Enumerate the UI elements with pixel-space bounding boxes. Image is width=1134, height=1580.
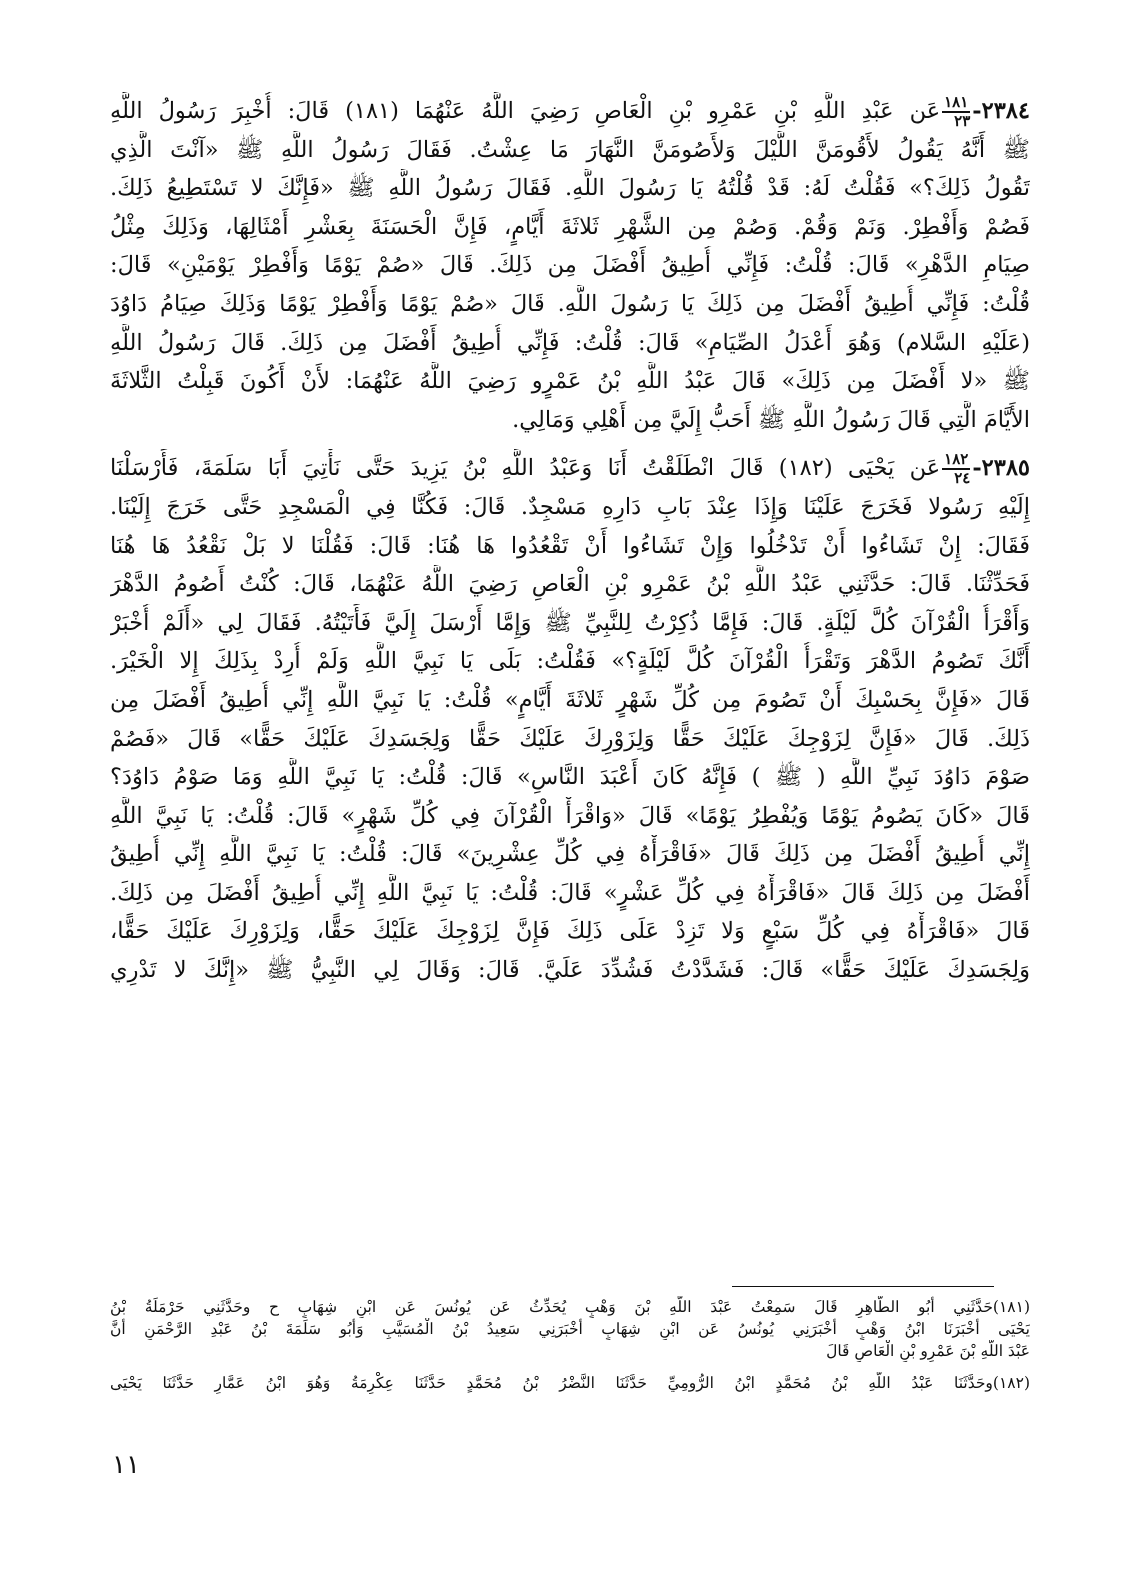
- text-line: قَالَ «فَإِنَّ بِحَسْبِكَ أَنْ تَصُومَ مِن كُلِّ شَهْرٍ ثَلاثَةَ أَيَّامٍ» قُلْتُ: يَا نَبِيَّ اللَّهِ إِنِّي أُطِيقُ أَفْضَلَ مِن: [110, 686, 1030, 713]
- text-line: فَقَالَ: إِنْ تَشَاءُوا أَنْ تَدْخُلُوا وَإِنْ تَشَاءُوا أَنْ تَقْعُدُوا هَا هُنَا: قَالَ: فَقُلْنَا لا بَلْ نَقْعُدُ هَا هُنَا: [110, 532, 1030, 559]
- text-line: فَحَدِّثْنَا. قَالَ: حَدَّثَنِي عَبْدُ اللَّهِ بْنُ عَمْرِو بْنِ الْعَاصِ رَضِيَ اللَّهُ عَنْهُمَا، قَالَ: كُنْتُ أَصُومُ الدَّهْرَ: [110, 571, 1030, 598]
- text-line: صَوْمَ دَاوُدَ نَبِيِّ اللَّهِ ( ﷺ ) فَإِنَّهُ كَانَ أَعْبَدَ النَّاسِ» قَالَ: قُلْتُ: يَا نَبِيَّ اللَّهِ وَمَا صَوْمُ دَاوُدَ؟: [110, 764, 1030, 791]
- reference-fraction: $\frac{١٨٢}{٢٤}$: [944, 450, 971, 488]
- text-line: قَالَ «كَانَ يَصُومُ يَوْمًا وَيُفْطِرُ يَوْمًا» قَالَ «وَاقْرَأْ الْقُرْآنَ فِي كُلِّ شَهْرٍ» قَالَ: قُلْتُ: يَا نَبِيَّ اللَّهِ: [110, 802, 1030, 829]
- footnote-divider: [732, 1286, 994, 1287]
- main-text: [110, 92, 1030, 990]
- text-line: إِلَيْهِ رَسُولا فَخَرَجَ عَلَيْنَا وَإِذَا عِنْدَ بَابِ دَارِهِ مَسْجِدٌ. قَالَ: فَكُنَّا فِي الْمَسْجِدِ حَتَّى خَرَجَ إِلَيْنَا.: [110, 493, 1030, 520]
- text-line: أَنَّكَ تَصُومُ الدَّهْرَ وَتَقْرَأُ الْقُرْآنَ كُلَّ لَيْلَةٍ؟» فَقُلْتُ: بَلَى يَا نَبِيَّ اللَّهِ وَلَمْ أُرِدْ بِذَلِكَ إِلا الْخَيْرَ.: [110, 648, 1030, 675]
- hadith-number: ٢٣٨٤-: [972, 98, 1030, 124]
- page-number: ١١: [112, 1450, 140, 1480]
- text-line: (عَلَيْهِ السَّلام) وَهُوَ أَعْدَلُ الصِّيَامِ» قَالَ: قُلْتُ: فَإِنِّي أُطِيقُ أَفْضَلَ مِن ذَلِكَ. قَالَ رَسُولُ اللَّهِ: [110, 329, 1030, 356]
- text-line: ذَلِكَ. قَالَ «فَإِنَّ لِزَوْجِكَ عَلَيْكَ حَقًّا وَلِزَوْرِكَ عَلَيْكَ حَقًّا وَلِجَسَدِكَ عَلَيْكَ حَقًّا» قَالَ «فَصُمْ: [110, 725, 1030, 752]
- text-line: صِيَامِ الدَّهْرِ» قَالَ: قُلْتُ: فَإِنِّي أُطِيقُ أَفْضَلَ مِن ذَلِكَ. قَالَ «صُمْ يَوْمًا وَأَفْطِرْ يَوْمَيْنِ» قَالَ:: [110, 252, 1030, 279]
- hadith-2385-line-1: [110, 449, 1030, 488]
- text-line: وَأَقْرَأُ الْقُرْآنَ كُلَّ لَيْلَةٍ. قَالَ: فَإِمَّا ذُكِرْتُ لِلنَّبِيِّ ﷺ وَإِمَّا أَرْسَلَ إِلَيَّ فَأَتَيْتُهُ. فَقَالَ لِي «أَلَمْ أُخْبَرْ: [110, 609, 1030, 636]
- text-line: قُلْتُ: فَإِنِّي أُطِيقُ أَفْضَلَ مِن ذَلِكَ يَا رَسُولَ اللَّهِ. قَالَ «صُمْ يَوْمًا وَأَفْطِرْ يَوْمًا وَذَلِكَ صِيَامُ دَاوُدَ: [110, 290, 1030, 317]
- text-line: عَن عَبْدِ اللَّهِ بْنِ عَمْرِو بْنِ الْعَاصِ رَضِيَ اللَّهُ عَنْهُمَا (١٨١) قَالَ: أُخْبِرَ رَسُولُ اللَّهِ: [110, 98, 941, 124]
- text-line: فَصُمْ وَأَفْطِرْ. وَنَمْ وَقُمْ. وَصُمْ مِن الشَّهْرِ ثَلاثَةَ أَيَّامٍ، فَإِنَّ الْحَسَنَةَ بِعَشْرِ أَمْثَالِهَا، وَذَلِكَ مِثْلُ: [110, 213, 1030, 240]
- reference-fraction: $\frac{١٨١}{٢٣}$: [944, 93, 971, 130]
- text-line: عَن يَحْيَى (١٨٢) قَالَ انْطَلَقْتُ أَنَا وَعَبْدُ اللَّهِ بْنُ يَزِيدَ حَتَّى نَأْتِيَ أَبَا سَلَمَةَ، فَأَرْسَلْنَا: [110, 455, 941, 482]
- footnote-line: (١٨٢)وحَدَّثَنَا عَبْدُ اللَّهِ بْنُ مُحَمَّدٍ ابْنُ الرُّومِيِّ حَدَّثَنَا النَّضْرُ بْنُ مُحَمَّدٍ حَدَّثَنَا عِكْرِمَةُ وَهُوَ ابْنُ عَمَّارٍ حَدَّثَنَا يَحْيَى: [110, 1374, 1030, 1392]
- hadith-number: ٢٣٨٥-: [972, 455, 1030, 482]
- hadith-2384-line-1: [110, 92, 1030, 131]
- text-line: إِنِّي أُطِيقُ أَفْضَلَ مِن ذَلِكَ قَالَ «فَاقْرَأْهُ فِي كُلِّ عِشْرِينَ» قَالَ: قُلْتُ: يَا نَبِيَّ اللَّهِ إِنِّي أُطِيقُ: [110, 841, 1030, 868]
- footnotes: [110, 1296, 1030, 1394]
- text-line: ﷺ «لا أَفْضَلَ مِن ذَلِكَ» قَالَ عَبْدُ اللَّهِ بْنُ عَمْرٍو رَضِيَ اللَّهُ عَنْهُمَا: لأَنْ أَكُونَ قَبِلْتُ الثَّلاثَةَ: [110, 368, 1030, 395]
- footnote-line: يَحْيَى أَخْبَرَنَا ابْنُ وَهْبٍ أَخْبَرَنِي يُونُسُ عَن ابْنِ شِهَابٍ أَخْبَرَنِي سَعِيدُ بْنُ الْمُسَيَّبِ وَأَبُو سَلَمَةَ بْنُ عَبْدِ الرَّحْمَنِ أَنَّ: [110, 1320, 1030, 1338]
- footnote-line: عَبْدَ اللَّهِ بْنَ عَمْرِو بْنِ الْعَاصِ قَالَ: [826, 1342, 1030, 1360]
- text-line: وَلِجَسَدِكَ عَلَيْكَ حَقًّا» قَالَ: فَشَدَّدْتُ فَشُدِّدَ عَلَيَّ. قَالَ: وَقَالَ لِي النَّبِيُّ ﷺ «إِنَّكَ لا تَدْرِي: [110, 957, 1030, 984]
- text-line: الأَيَّامَ الَّتِي قَالَ رَسُولُ اللَّهِ ﷺ أَحَبُّ إِلَيَّ مِن أَهْلِي وَمَالِي.: [512, 406, 1030, 433]
- text-line: أَفْضَلَ مِن ذَلِكَ قَالَ «فَاقْرَأْهُ فِي كُلِّ عَشْرٍ» قَالَ: قُلْتُ: يَا نَبِيَّ اللَّهِ إِنِّي أُطِيقُ أَفْضَلَ مِن ذَلِكَ.: [110, 879, 1030, 906]
- text-line: ﷺ أَنَّهُ يَقُولُ لأَقُومَنَّ اللَّيْلَ وَلأَصُومَنَّ النَّهَارَ مَا عِشْتُ. فَقَالَ رَسُولُ اللَّهِ ﷺ «آنْتَ الَّذِي: [110, 136, 1030, 163]
- text-line: تَقُولُ ذَلِكَ؟» فَقُلْتُ لَهُ: قَدْ قُلْتُهُ يَا رَسُولَ اللَّهِ. فَقَالَ رَسُولُ اللَّهِ ﷺ «فَإِنَّكَ لا تَسْتَطِيعُ ذَلِكَ.: [110, 175, 1030, 202]
- footnote-line: (١٨١)حَدَّثَنِي أَبُو الطَّاهِرِ قَالَ سَمِعْتُ عَبْدَ اللَّهِ بْنَ وَهْبٍ يُحَدِّثُ عَن يُونُسَ عَن ابْنِ شِهَابٍ ح وحَدَّثَنِي حَرْمَلَةُ بْنُ: [110, 1298, 1030, 1316]
- text-line: قَالَ «فَاقْرَأْهُ فِي كُلِّ سَبْعٍ وَلا تَزِدْ عَلَى ذَلِكَ فَإِنَّ لِزَوْجِكَ عَلَيْكَ حَقًّا، وَلِزَوْرِكَ عَلَيْكَ حَقًّا،: [110, 918, 1030, 945]
